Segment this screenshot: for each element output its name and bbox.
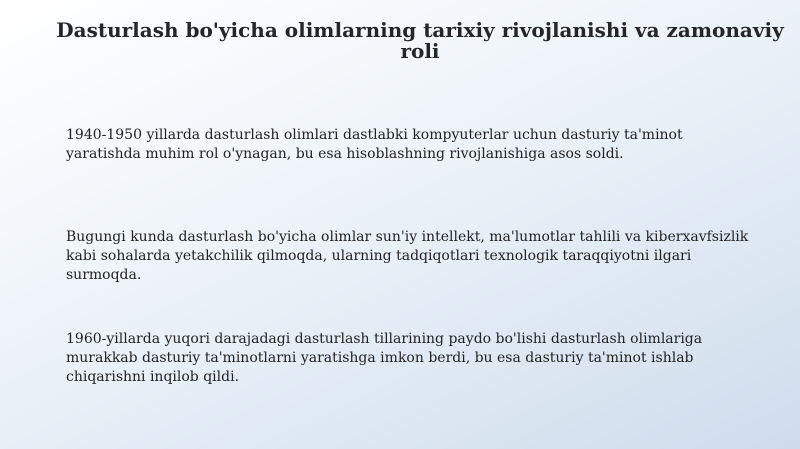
paragraph-history: 1940-1950 yillarda dasturlash olimlari dastlabki kompyuterlar uchun dasturiy ta'minot yaratishda muhim rol o'ynagan, bu esa hisoblashning rivojlanishiga asos soldi. (66, 127, 683, 162)
paragraph-modern-role: Bugungi kunda dasturlash bo'yicha olimlar sun'iy intellekt, ma'lumotlar tahlili va kiberxavfsizlik kabi sohalarda yetakchilik qilmoqda, ularning tadqiqotlari texnologik taraqqiyotni ilgari surmoqda. (66, 229, 749, 283)
paragraph-high-level-languages: 1960-yillarda yuqori darajadagi dasturlash tillarining paydo bo'lishi dasturlash olimlariga murakkab dasturiy ta'minotlarni yaratishga imkon berdi, bu esa dasturiy ta'minot ishlab chiqarishni inqilob qildi. (66, 331, 703, 385)
slide-title: Dasturlash bo'yicha olimlarning tarixiy rivojlanishi va zamonaviy roli (56, 18, 784, 63)
